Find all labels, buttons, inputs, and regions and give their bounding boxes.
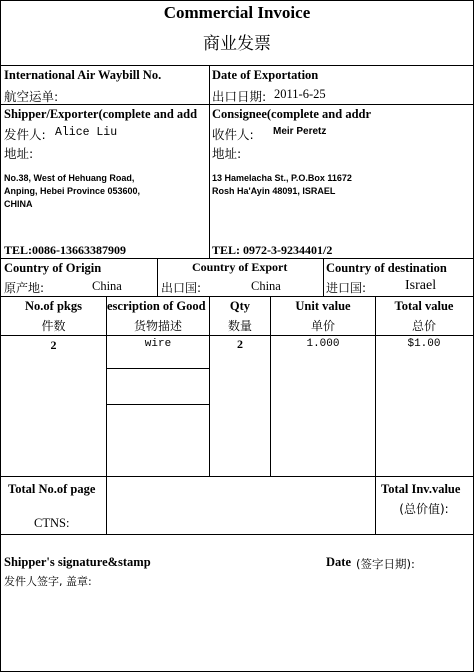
total-inv-label-cn: (总价值): bbox=[399, 502, 449, 516]
divider bbox=[106, 404, 210, 405]
header-pkgs-cn: 件数 bbox=[41, 319, 66, 333]
shipper-name-label: 发件人: bbox=[4, 127, 46, 142]
waybill-label-cn: 航空运单: bbox=[4, 89, 59, 104]
total-pkgs-label: Total No.of page bbox=[8, 482, 96, 496]
header-qty-cn: 数量 bbox=[227, 319, 252, 333]
header-total-value: Total value bbox=[394, 299, 454, 313]
divider bbox=[209, 65, 210, 258]
divider bbox=[1, 534, 473, 535]
signature-label-cn: 发件人签字, 盖章: bbox=[4, 575, 92, 588]
consignee-address-line: 13 Hamelacha St., P.O.Box 11672 bbox=[212, 173, 352, 183]
export-country-label: Country of Export bbox=[192, 260, 288, 274]
divider bbox=[1, 335, 473, 336]
export-date-value: 2011-6-25 bbox=[274, 87, 326, 101]
signature-label: Shipper's signature&stamp bbox=[4, 555, 151, 569]
divider bbox=[1, 65, 473, 66]
consignee-heading: Consignee(complete and addr bbox=[212, 107, 372, 121]
divider bbox=[1, 296, 473, 297]
divider bbox=[1, 258, 473, 259]
signature-date-label: Date bbox=[326, 555, 351, 569]
header-description-cn: 货物描述 bbox=[133, 319, 182, 333]
row-unit-value: 1.000 bbox=[306, 338, 340, 350]
consignee-name: Meir Peretz bbox=[273, 126, 327, 137]
divider bbox=[1, 476, 473, 477]
destination-label-cn: 进口国: bbox=[326, 281, 367, 295]
header-description: escription of Good bbox=[107, 299, 206, 313]
export-date-label-cn: 出口日期: bbox=[212, 89, 267, 104]
divider bbox=[106, 368, 210, 369]
header-unit-value-cn: 单价 bbox=[310, 319, 335, 333]
header-pkgs: No.of pkgs bbox=[25, 299, 82, 313]
header-total-value-cn: 总价 bbox=[411, 319, 436, 333]
consignee-tel: TEL: 0972-3-9234401/2 bbox=[212, 243, 333, 257]
shipper-name: Alice Liu bbox=[55, 126, 118, 139]
shipper-address-line: No.38, West of Hehuang Road, bbox=[4, 173, 135, 183]
export-date-label: Date of Exportation bbox=[212, 68, 319, 82]
consignee-address-line: Rosh Ha'Ayin 48091, ISRAEL bbox=[212, 186, 336, 196]
export-country-value: China bbox=[251, 279, 281, 293]
shipper-tel: TEL:0086-13663387909 bbox=[4, 243, 127, 257]
row-pkgs: 2 bbox=[50, 338, 57, 352]
invoice-title-cn: 商业发票 bbox=[203, 34, 271, 54]
invoice-title: Commercial Invoice bbox=[163, 3, 311, 22]
row-total-value: $1.00 bbox=[407, 338, 441, 350]
export-country-label-cn: 出口国: bbox=[161, 281, 202, 295]
shipper-address-label: 地址: bbox=[4, 146, 34, 161]
divider bbox=[157, 258, 158, 296]
total-inv-label: Total Inv.value bbox=[381, 482, 461, 496]
signature-date-label-cn: (签字日期): bbox=[356, 557, 415, 571]
shipper-address-line: Anping, Hebei Province 053600, bbox=[4, 186, 141, 196]
consignee-name-label: 收件人: bbox=[212, 127, 254, 142]
header-qty: Qty bbox=[229, 299, 251, 313]
shipper-address-line: CHINA bbox=[4, 199, 33, 209]
row-qty: 2 bbox=[237, 337, 243, 351]
divider bbox=[323, 258, 324, 296]
origin-label-cn: 原产地: bbox=[4, 281, 45, 295]
row-description: wire bbox=[144, 338, 172, 350]
ctns-label: CTNS: bbox=[34, 516, 70, 530]
consignee-address-label: 地址: bbox=[212, 146, 242, 161]
header-unit-value: Unit value bbox=[295, 299, 351, 313]
shipper-heading: Shipper/Exporter(complete and add bbox=[4, 107, 198, 121]
destination-label: Country of destination bbox=[326, 261, 447, 275]
origin-label: Country of Origin bbox=[4, 261, 102, 275]
destination-value: Israel bbox=[405, 278, 437, 293]
waybill-label: International Air Waybill No. bbox=[4, 68, 162, 82]
origin-value: China bbox=[92, 279, 122, 293]
